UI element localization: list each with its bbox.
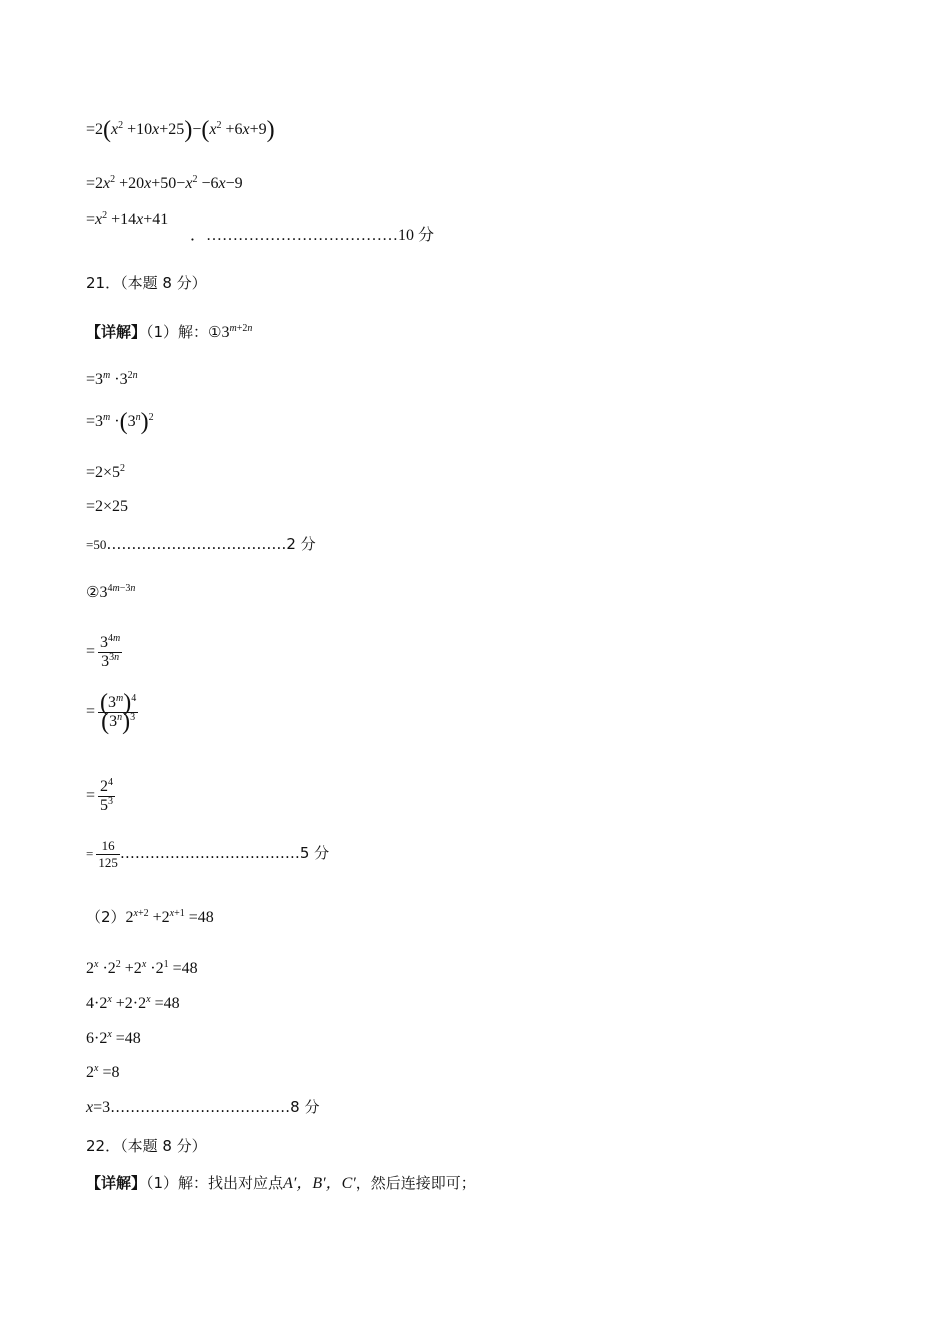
q22-detail-line: 【详解】（1）解：找出对应点A′，B′，C′，然后连接即可； xyxy=(86,1174,476,1192)
part1-sub2-step-3: = $\frac{2^4}{5^3}$ xyxy=(86,777,114,814)
question-22-heading: 22．（本题 8 分） xyxy=(86,1137,207,1155)
part1-sub2-result: = $\frac{16}{125}$ ………………………………5 分 xyxy=(86,838,330,870)
part1-sub2-head: $②3^{4m-3n}$ xyxy=(86,583,136,601)
score-dots-10: ．………………………………10 分 xyxy=(190,227,435,244)
q21-detail-line: 【详解】（1）解：$①3^{m+2n}$ xyxy=(86,323,253,341)
part1-result: =50………………………………2 分 xyxy=(86,535,316,553)
equation-line-2: $=2x^2 +20x+50-x^2 -6x-9$ xyxy=(86,174,243,192)
part1-step-4: =2×25 xyxy=(86,498,129,515)
part2-head: $(2)2^{x+2} +2^{x+1} =48$ xyxy=(86,908,214,926)
part1-sub2-step-2: = $\frac{(3^m)^4}{(3^n)^3}$ xyxy=(86,690,137,735)
part1-step-2: $=3^m \cdot(3^n)^2$ xyxy=(86,409,154,435)
part1-sub2-step-1: = $\frac{3^{4m}}{3^{3n}}$ xyxy=(86,633,121,670)
part2-step-4: $2^x =8$ xyxy=(86,1063,120,1081)
part2-step-3: $6\cdot 2^x =48$ xyxy=(86,1029,141,1047)
part2-step-2: $4\cdot 2^x +2\cdot 2^x =48$ xyxy=(86,994,180,1012)
part1-step-3: $=2\times 5^2$ xyxy=(86,463,126,481)
equation-line-1: $=2(x^2 +10x+25)-(x^2 +6x+9)$ xyxy=(86,117,275,143)
part2-step-1: $2^x \cdot 2^2 +2^x \cdot 2^1 =48$ xyxy=(86,959,198,977)
part1-step-1: $=3^m \cdot 3^{2n}$ xyxy=(86,370,138,388)
part2-result: x=3………………………………8 分 xyxy=(86,1098,320,1116)
equation-line-3: $=x^2 +14x+41$ xyxy=(86,210,169,228)
question-21-heading: 21．（本题 8 分） xyxy=(86,274,207,292)
